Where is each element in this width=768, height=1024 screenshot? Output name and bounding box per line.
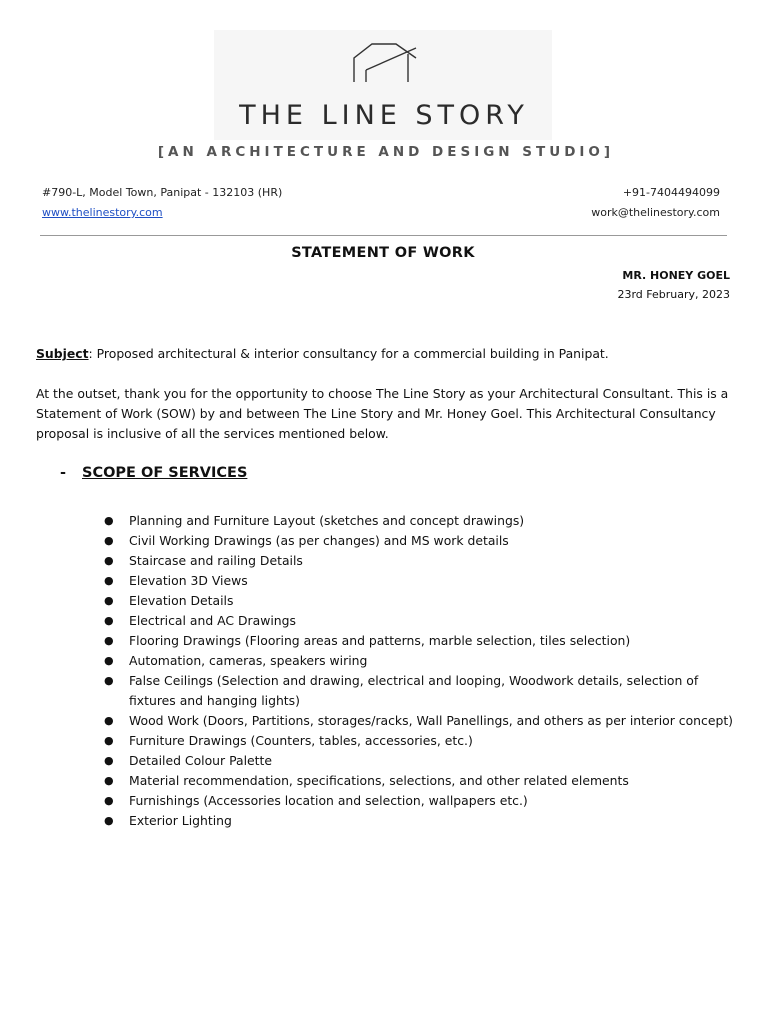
list-item	[104, 611, 734, 631]
list-item-text: Flooring Drawings (Flooring areas and patterns, marble selection, tiles selection)	[129, 633, 631, 648]
email-address: work@thelinestory.com	[591, 206, 720, 219]
intro-paragraph: At the outset, thank you for the opportunity to choose The Line Story as your Architectural Consultant. This is a Statement of Work (SOW) by and between The Line Story and Mr. Honey Goel. This Architectural Consultancy proposal is inclusive of all the services mentioned below.	[36, 386, 729, 441]
brand-name: THE LINE STORY	[239, 100, 529, 131]
scope-heading-label: SCOPE OF SERVICES	[82, 465, 248, 481]
list-item-text: Planning and Furniture Layout (sketches and concept drawings)	[129, 513, 525, 528]
list-item-text: Furnishings (Accessories location and selection, wallpapers etc.)	[129, 793, 528, 808]
list-item-text: Automation, cameras, speakers wiring	[129, 653, 368, 668]
list-item	[104, 711, 734, 731]
bullet-icon: ●	[104, 714, 114, 727]
bullet-icon: ●	[104, 794, 114, 807]
list-item-text: Civil Working Drawings (as per changes) and MS work details	[129, 533, 509, 548]
bullet-icon: ●	[104, 614, 114, 627]
bullet-icon: ●	[104, 554, 114, 567]
list-item-text: Material recommendation, specifications, selections, and other related elements	[129, 773, 629, 788]
header-divider	[40, 235, 727, 236]
list-item	[104, 531, 734, 551]
brand-tagline: [AN ARCHITECTURE AND DESIGN STUDIO]	[157, 144, 615, 160]
bullet-icon: ●	[104, 734, 114, 747]
list-item-text: Detailed Colour Palette	[129, 753, 272, 768]
list-item	[104, 731, 734, 751]
list-item-text: Wood Work (Doors, Partitions, storages/racks, Wall Panellings, and others as per interior concept)	[129, 713, 734, 728]
list-item	[104, 571, 734, 591]
list-item	[104, 791, 734, 811]
list-item	[104, 511, 734, 531]
list-item-text: False Ceilings (Selection and drawing, electrical and looping, Woodwork details, selection of fixtures and hanging lights)	[129, 673, 699, 708]
website-link[interactable]: www.thelinestory.com	[42, 206, 163, 219]
services-list	[104, 511, 734, 831]
list-item	[104, 591, 734, 611]
subject-text: : Proposed architectural & interior consultancy for a commercial building in Panipat.	[88, 346, 609, 361]
heading-dash: -	[60, 465, 67, 481]
address: #790-L, Model Town, Panipat - 132103 (HR)	[42, 186, 283, 199]
list-item	[104, 551, 734, 571]
list-item-text: Staircase and railing Details	[129, 553, 303, 568]
bullet-icon: ●	[104, 514, 114, 527]
bullet-icon: ●	[104, 574, 114, 587]
bullet-icon: ●	[104, 534, 114, 547]
list-item-text: Electrical and AC Drawings	[129, 613, 296, 628]
list-item	[104, 811, 734, 831]
bullet-icon: ●	[104, 774, 114, 787]
document-date: 23rd February, 2023	[617, 288, 730, 301]
bullet-icon: ●	[104, 654, 114, 667]
list-item-text: Exterior Lighting	[129, 813, 232, 828]
list-item	[104, 651, 734, 671]
subject-line	[36, 344, 736, 364]
list-item-text: Furniture Drawings (Counters, tables, accessories, etc.)	[129, 733, 473, 748]
list-item	[104, 771, 734, 791]
list-item	[104, 751, 734, 771]
bullet-icon: ●	[104, 674, 114, 687]
bullet-icon: ●	[104, 594, 114, 607]
list-item	[104, 671, 734, 711]
house-logo-icon	[352, 40, 418, 84]
scope-heading	[60, 465, 247, 481]
client-name: MR. HONEY GOEL	[622, 269, 730, 282]
list-item-text: Elevation Details	[129, 593, 234, 608]
bullet-icon: ●	[104, 814, 114, 827]
list-item-text: Elevation 3D Views	[129, 573, 248, 588]
document-title: STATEMENT OF WORK	[291, 245, 475, 261]
phone-number: +91-7404494099	[622, 186, 720, 199]
bullet-icon: ●	[104, 634, 114, 647]
bullet-icon: ●	[104, 754, 114, 767]
subject-label: Subject	[36, 346, 89, 361]
list-item	[104, 631, 734, 651]
